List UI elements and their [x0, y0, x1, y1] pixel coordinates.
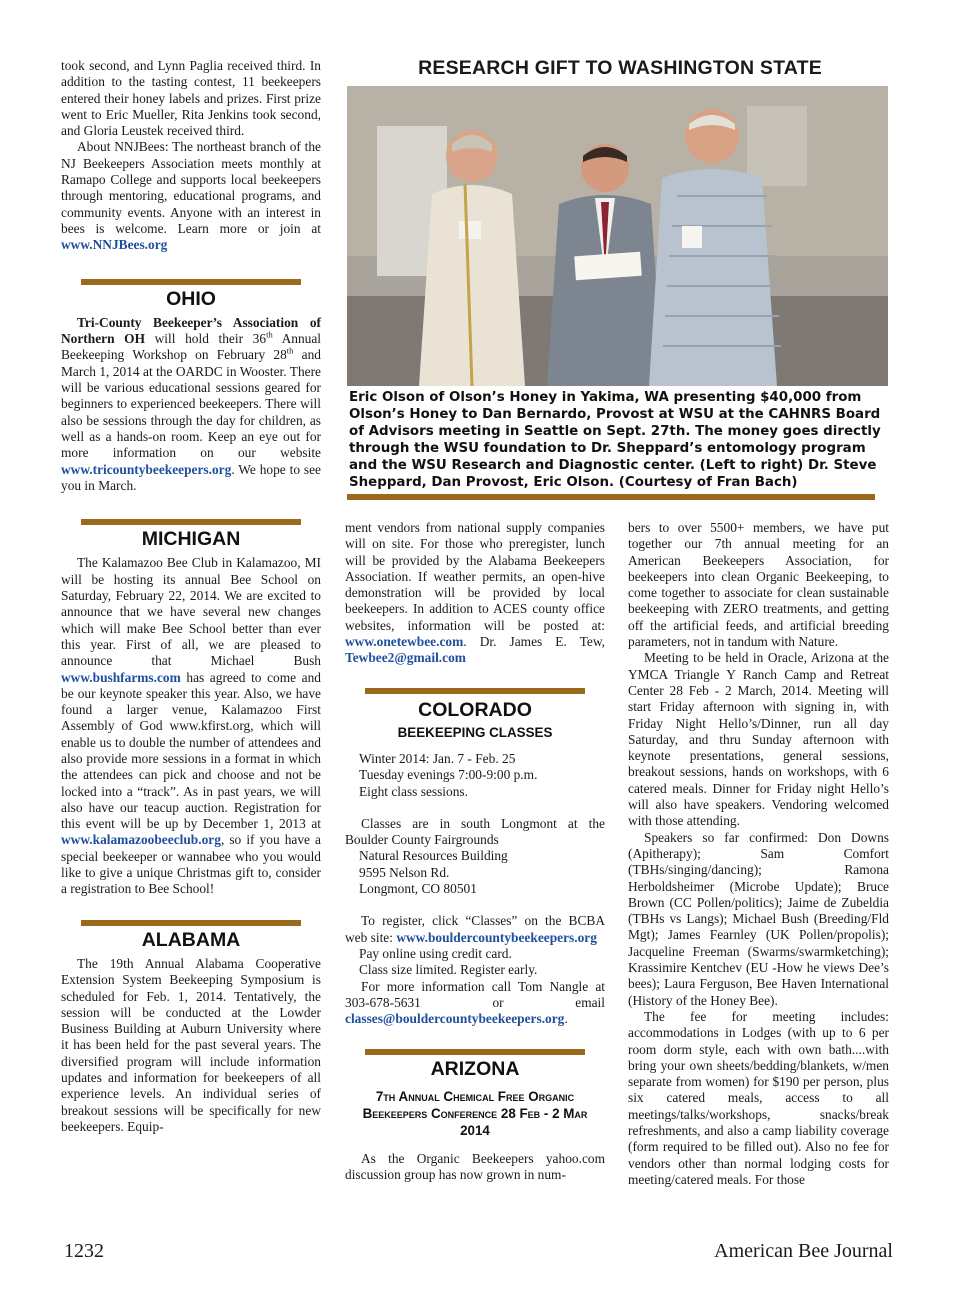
ohio-website-link[interactable]: www.tricountybeekeepers.org: [61, 461, 232, 477]
arizona-meeting-paragraph: Meeting to be held in Oracle, Arizona at the YMCA Triangle Y Ranch Camp and Retreat Center 28 Feb - 2 March, 2014. Meeting will start Friday afternoon with signing in, with Friday Night Hello’s/Dinner, run all day Saturday, and thru Sunday afternoon with keynote presentations, general sessions, breakout sessions, hands on workshops, with 6 catered meals. Dinner for Friday night Hello’s will also have speakers. Vendoring welcomed with those attending.: [628, 650, 889, 829]
photo-title: RESEARCH GIFT TO WASHINGTON STATE: [418, 57, 822, 79]
alabama-heading: ALABAMA: [141, 928, 241, 951]
arizona-subheading: 7th Annual Chemical Free Organic Beekeepers Conference 28 Feb - 2 Mar 2014: [362, 1088, 588, 1138]
arizona-speakers-paragraph: Speakers so far confirmed: Don Downs (Apitherapy); Sam Comfort (TBHs/singing/dancing); Ramona Herboldsheimer (Microbe Update); Bruce Brown (CC Pollen/politics); Jaime de Zubeldia (TBHs vs Langs); Michael Bush (Breeding/Fld Mgt); James Fearnley (UK Pollen/propolis); Jacqueline Freeman (Swarms/swarmketching); Krassimire Kentchev (EU -How he views Dee’s bees); Laura Ferguson, Bee Haven International (History of the Honey Bee).: [628, 829, 889, 1008]
section-rule: [365, 688, 585, 694]
bushfarms-link[interactable]: www.bushfarms.com: [61, 669, 181, 685]
michigan-heading: MICHIGAN: [141, 528, 241, 551]
nnj-contest-paragraph: took second, and Lynn Paglia received third. In addition to the tasting contest, 11 beekeepers entered their honey labels and prizes. First prize went to Eric Mueller, Rita Jenkins took second, and Gloria Leustek received third.: [61, 58, 321, 139]
nnjbees-link[interactable]: www.NNJBees.org: [61, 237, 168, 253]
ohio-heading: OHIO: [166, 287, 216, 310]
journal-name: American Bee Journal: [714, 1240, 893, 1262]
colorado-register: To register, click “Classes” on the BCBA web site: www.bouldercountybeekeepers.org: [345, 913, 605, 945]
section-rule: [81, 279, 301, 285]
caption-rule: [347, 494, 875, 500]
section-rule: [365, 1049, 585, 1055]
colorado-address: Natural Resources Building 9595 Nelson Rd. Longmont, CO 80501: [359, 848, 508, 897]
colorado-payment: Pay online using credit card. Class size limited. Register early.: [359, 945, 538, 978]
michigan-paragraph: The Kalamazoo Bee Club in Kalamazoo, MI will be hosting its annual Bee School on Saturday, February 22, 2014. We are excited to announce that we have several new changes which will make Bee School better than ever this year. First of all, we are pleased to announce that Michael Bush www.bushfarms.com has agreed to come and be our keynote speaker this year. Also, we have found a larger venue, Kalamazoo First Assembly of God www.kfirst.org, which will enable us to double the number of attendees and also provide more sessions in a format in which the attendees can pick and choose and not be locked into a “track”. As in past years, we will also have our teacup auction. Registration for this event will be up by December 1, 2013 at www.kalamazoobeeclub.org, so if you have a special beekeeper or wannabee who you would like to give a unique Christmas gift to, consider a registration to Bee School!: [61, 555, 321, 897]
colorado-schedule: Winter 2014: Jan. 7 - Feb. 25 Tuesday evenings 7:00-9:00 p.m. Eight class sessions.: [359, 750, 538, 799]
kalamazoo-link[interactable]: www.kalamazoobeeclub.org: [61, 832, 221, 848]
arizona-heading: ARIZONA: [430, 1058, 520, 1081]
classes-email-link[interactable]: classes@bouldercountybeekeepers.org: [345, 1011, 565, 1027]
photo-caption: Eric Olson of Olson’s Honey in Yakima, WA presenting $40,000 from Olson’s Honey to Dan Bernardo, Provost at WSU at the CAHNRS Board of Advisors meeting in Seattle on Sept. 27th. The money goes directly through the WSU foundation to Dr. Sheppard’s entomology program and the WSU Research and Diagnostic center. (Left to right) Dr. Steve Sheppard, Dan Provost, Eric Olson. (Courtesy of Fran Bach): [349, 390, 881, 491]
column-middle: [345, 520, 605, 1183]
section-rule: [81, 519, 301, 525]
arizona-intro: As the Organic Beekeepers yahoo.com discussion group has now grown in num-: [345, 1150, 605, 1183]
alabama-continued-paragraph: ment vendors from national supply companies will on site. For those who preregister, lunch will be provided by the Alabama Beekeepers Association. If weather permits, an open-hive demonstration will be provided by local beekeepers. In addition to ACES county office websites, information will be posted at: www.onetewbee.com. Dr. James E. Tew, Tewbee2@gmail.com: [345, 520, 605, 666]
column-left: [61, 58, 321, 1135]
colorado-contact: For more information call Tom Nangle at 303-678-5631 or email classes@bouldercountybeekeepers.org.: [345, 978, 605, 1027]
alabama-paragraph: The 19th Annual Alabama Cooperative Extension System Beekeeping Symposium is scheduled for Feb. 1, 2014. Tentatively, the session will be conducted at the Lowder Business Building at Auburn University where it has been held for the past several years. The diversified program will include information updates and information for beekeepers of all experience levels. An individual series of breakout sessions will be specifically for new beekeepers. Equip-: [61, 955, 321, 1134]
ohio-org-name: Tri-County Beekeeper’s Association of Northern OH: [61, 314, 321, 347]
colorado-heading: COLORADO: [418, 698, 532, 721]
column-right: [628, 520, 889, 1188]
bcba-website-link[interactable]: www.bouldercountybeekeepers.org: [396, 929, 597, 945]
colorado-location: Classes are in south Longmont at the Boulder County Fairgrounds: [345, 815, 605, 848]
photo-illustration: [347, 86, 888, 386]
colorado-subheading: BEEKEEPING CLASSES: [397, 724, 553, 740]
arizona-continued-paragraph: bers to over 5500+ members, we have put together our 7th annual meeting for an American Beekeepers Association, for beekeepers into clean Organic Beekeeping, to come together to associate for clean sustainable beekeeping with ZERO treatments, and getting off the artificial feeds, and artificial breeding parameters, not in tandum with Nature.: [628, 520, 889, 650]
section-rule: [81, 920, 301, 926]
tewbee-email-link[interactable]: Tewbee2@gmail.com: [345, 650, 466, 666]
presentation-photo: [347, 86, 888, 386]
arizona-fee-paragraph: The fee for meeting includes: accommodations in Lodges (with up to 6 per room dorm style, each with own bath....with bring your own sheets/bedding/blankets, w/men separate from women) for $190 per person, plus six catered meals, access to all meetings/talks/workshops, snacks/break refreshments, and also a camp liability coverage (form required to be filled out). Also no fee for vendors other than normal lodging costs for meeting/catered meals. For those: [628, 1008, 889, 1187]
page-number: 1232: [64, 1240, 104, 1262]
nnjbees-paragraph: About NNJBees: The northeast branch of the NJ Beekeepers Association meets monthly at Ramapo College and supports local beekeepers through mentoring, educational programs, and community events. Anyone with an interest in bees is welcome. Learn more or join at www.NNJBees.org: [61, 139, 321, 253]
onetewbee-link[interactable]: www.onetewbee.com: [345, 634, 464, 650]
ohio-paragraph: Tri-County Beekeeper’s Association of Northern OH will hold their 36th Annual Beekeeping Workshop on February 28th and March 1, 2014 at the OARDC in Wooster. There will be various educational sessions geared for beginners to experienced beekeepers. There will also be sessions through the day for children, as well as a hands-on room. Keep an eye out for more information on our website www.tricountybeekeepers.org. We hope to see you in March.: [61, 314, 322, 493]
